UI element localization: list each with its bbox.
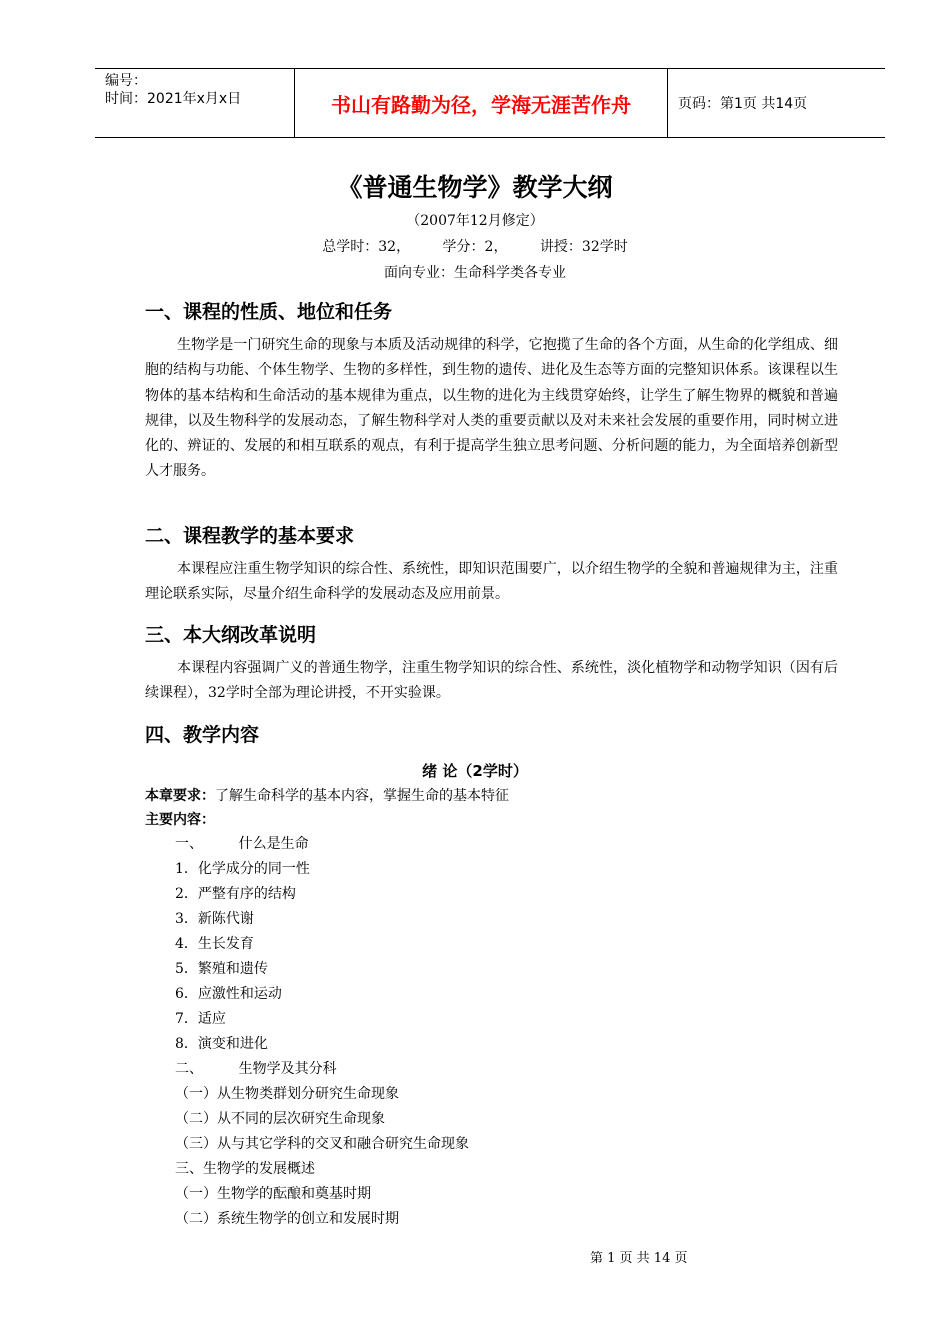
header-table [95, 68, 885, 138]
lecture-hours: 讲授：32学时 [539, 239, 628, 255]
list-item: 三、生物学的发展概述 [175, 1161, 315, 1177]
requirement-text: 了解生命科学的基本内容，掌握生命的基本特征 [215, 788, 509, 804]
section-1-text: 生物学是一门研究生命的现象与本质及活动规律的科学，它抱揽了生命的各个方面，从生命的化学组成、细胞的结构与功能、个体生物学、生物的多样性，到生物的遗传、进化及生态等方面的完整知识体系。该课程以生物体的基本结构和生命活动的基本规律为重点，以生物的进化为主线贯穿始终，让学生了解生物界的概貌和普遍规律，以及生物科学的发展动态，了解生物科学对人类的重要贡献以及对未来社会发展的重要作用，同时树立进化的、辨证的、发展的和相互联系的观点，有利于提高学生独立思考问题、分析问题的能力，为全面培养创新型人才服务。 [145, 337, 838, 480]
list-item: 6．应激性和运动 [175, 986, 282, 1002]
audience-line: 面向专业：生命科学类各专业 [384, 265, 566, 281]
list-item: 7．适应 [175, 1011, 226, 1027]
content-list [175, 832, 469, 1232]
section-2-heading: 二、课程教学的基本要求 [145, 525, 355, 547]
section-1-heading: 一、课程的性质、地位和任务 [145, 301, 393, 323]
list-item: （二）系统生物学的创立和发展时期 [175, 1211, 399, 1227]
list-item: 一、 什么是生命 [175, 836, 309, 852]
list-item: （一）从生物类群划分研究生命现象 [175, 1086, 399, 1102]
course-meta [0, 236, 950, 256]
section-4-heading: 四、教学内容 [145, 724, 260, 746]
list-item: （一）生物学的酝酿和奠基时期 [175, 1186, 371, 1202]
number-label: 编号： [105, 73, 147, 89]
revision-line: （2007年12月修定） [406, 213, 544, 229]
total-hours: 总学时：32， [322, 239, 411, 255]
credits: 学分：2， [442, 239, 508, 255]
list-item: 3．新陈代谢 [175, 911, 254, 927]
list-item: 2．严整有序的结构 [175, 886, 296, 902]
list-item: 5．繁殖和遗传 [175, 961, 268, 977]
requirement-label: 本章要求： [145, 788, 215, 804]
list-item: （二）从不同的层次研究生命现象 [175, 1111, 385, 1127]
chapter-requirement [145, 785, 509, 805]
chapter-title: 绪 论（2学时） [422, 762, 528, 780]
section-3-heading: 三、本大纲改革说明 [145, 624, 317, 646]
header-page-label: 页码：第1页 共14页 [678, 96, 808, 112]
header-left-cell [95, 69, 295, 137]
page-footer: 第 1 页 共 14 页 [590, 1251, 688, 1266]
section-3-text: 本课程内容强调广义的普通生物学，注重生物学知识的综合性、系统性，淡化植物学和动物学知识（因有后续课程），32学时全部为理论讲授，不开实验课。 [145, 660, 838, 702]
time-label: 时间：2021年x月x日 [105, 91, 242, 107]
list-item: 8．演变和进化 [175, 1036, 268, 1052]
content-label-row [145, 809, 215, 829]
header-motto: 书山有路勤为径，学海无涯苦作舟 [295, 69, 668, 137]
list-item: 1．化学成分的同一性 [175, 861, 310, 877]
list-item: 二、 生物学及其分科 [175, 1061, 337, 1077]
list-item: 4．生长发育 [175, 936, 254, 952]
list-item: （三）从与其它学科的交叉和融合研究生命现象 [175, 1136, 469, 1152]
document-title: 《普通生物学》教学大纲 [337, 173, 613, 202]
section-2-text: 本课程应注重生物学知识的综合性、系统性，即知识范围要广，以介绍生物学的全貌和普遍规律为主，注重理论联系实际，尽量介绍生命科学的发展动态及应用前景。 [145, 561, 838, 603]
content-label: 主要内容： [145, 812, 215, 828]
